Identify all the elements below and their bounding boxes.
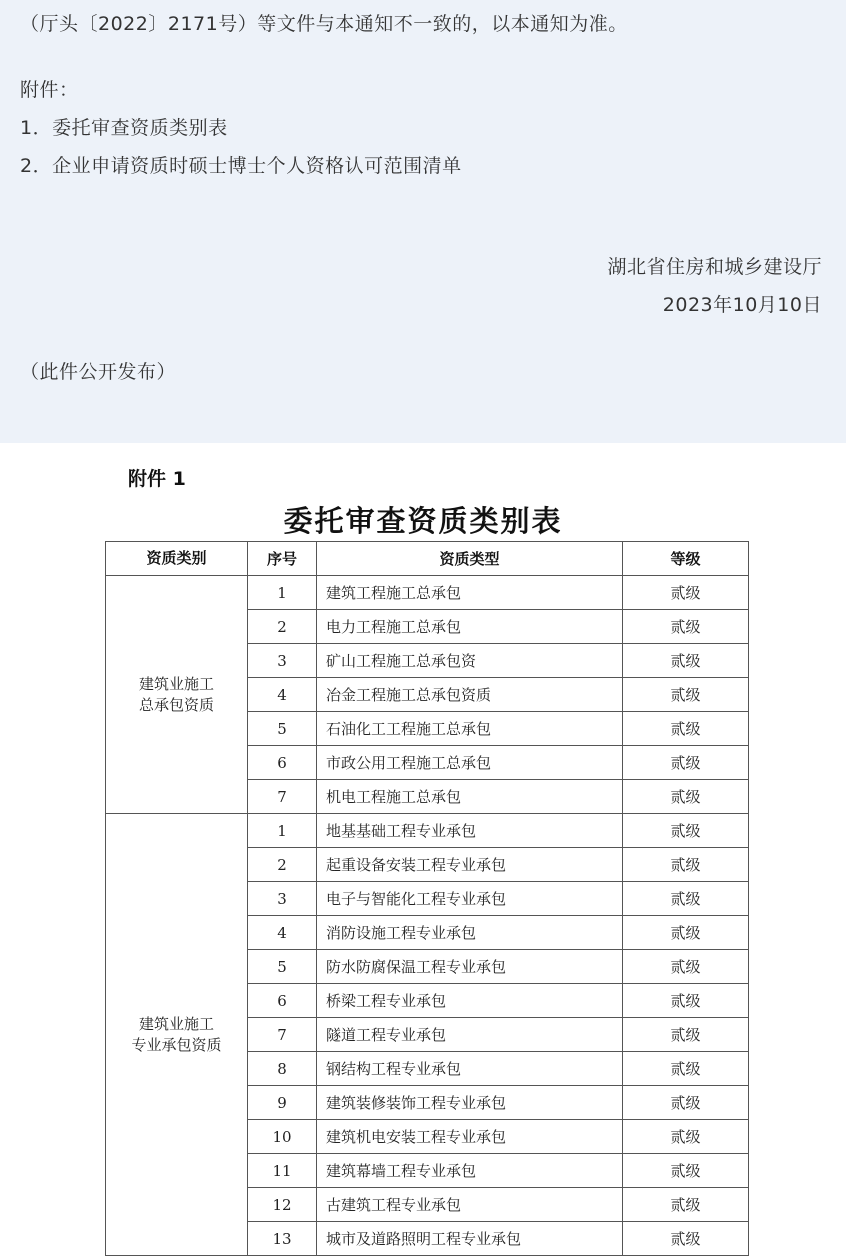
type-cell: 隧道工程专业承包 [317,1018,623,1052]
number-cell: 9 [248,1086,317,1120]
type-cell: 建筑幕墙工程专业承包 [317,1154,623,1188]
grade-cell: 贰级 [623,950,749,984]
grade-cell: 贰级 [623,712,749,746]
table-row [106,576,749,610]
notice-text-panel [0,0,846,443]
type-cell: 建筑机电安装工程专业承包 [317,1120,623,1154]
type-cell: 机电工程施工总承包 [317,780,623,814]
grade-cell: 贰级 [623,984,749,1018]
number-cell: 11 [248,1154,317,1188]
type-cell: 起重设备安装工程专业承包 [317,848,623,882]
table-header-row [106,542,749,576]
number-cell: 3 [248,644,317,678]
number-cell: 4 [248,678,317,712]
type-cell: 石油化工工程施工总承包 [317,712,623,746]
category-line-2: 专业承包资质 [131,1035,222,1054]
number-cell: 7 [248,1018,317,1052]
number-cell: 5 [248,950,317,984]
number-cell: 10 [248,1120,317,1154]
grade-cell: 贰级 [623,882,749,916]
number-cell: 2 [248,610,317,644]
type-cell: 矿山工程施工总承包资 [317,644,623,678]
grade-cell: 贰级 [623,1120,749,1154]
number-cell: 3 [248,882,317,916]
number-cell: 2 [248,848,317,882]
type-cell: 古建筑工程专业承包 [317,1188,623,1222]
grade-cell: 贰级 [623,1222,749,1256]
number-cell: 1 [248,814,317,848]
number-cell: 5 [248,712,317,746]
type-cell: 建筑工程施工总承包 [317,576,623,610]
type-cell: 防水防腐保温工程专业承包 [317,950,623,984]
grade-cell: 贰级 [623,1052,749,1086]
attachment-item-2: 2．企业申请资质时硕士博士个人资格认可范围清单 [20,155,462,177]
publish-note: （此件公开发布） [20,361,177,383]
document-title: 委托审查资质类别表 [283,504,563,538]
attachment-label: 附件 1 [128,468,186,490]
number-cell: 1 [248,576,317,610]
issuer-name: 湖北省住房和城乡建设厅 [607,256,822,278]
number-cell: 4 [248,916,317,950]
type-cell: 市政公用工程施工总承包 [317,746,623,780]
number-cell: 7 [248,780,317,814]
grade-cell: 贰级 [623,610,749,644]
notice-paragraph-end: （厅头〔2022〕2171号）等文件与本通知不一致的，以本通知为准。 [20,13,628,35]
header-type: 资质类型 [317,542,623,576]
category-line-1: 建筑业施工 [138,674,214,693]
attachments-heading: 附件： [20,79,79,101]
table-row [106,814,749,848]
number-cell: 13 [248,1222,317,1256]
grade-cell: 贰级 [623,678,749,712]
category-cell [106,576,248,814]
header-number: 序号 [248,542,317,576]
grade-cell: 贰级 [623,848,749,882]
type-cell: 钢结构工程专业承包 [317,1052,623,1086]
grade-cell: 贰级 [623,1018,749,1052]
type-cell: 城市及道路照明工程专业承包 [317,1222,623,1256]
number-cell: 8 [248,1052,317,1086]
grade-cell: 贰级 [623,916,749,950]
type-cell: 地基基础工程专业承包 [317,814,623,848]
type-cell: 消防设施工程专业承包 [317,916,623,950]
qualification-table [105,541,749,1256]
grade-cell: 贰级 [623,780,749,814]
grade-cell: 贰级 [623,1188,749,1222]
number-cell: 12 [248,1188,317,1222]
header-category: 资质类别 [106,542,248,576]
grade-cell: 贰级 [623,576,749,610]
category-cell [106,814,248,1256]
type-cell: 桥梁工程专业承包 [317,984,623,1018]
number-cell: 6 [248,984,317,1018]
number-cell: 6 [248,746,317,780]
type-cell: 建筑装修装饰工程专业承包 [317,1086,623,1120]
grade-cell: 贰级 [623,746,749,780]
issue-date: 2023年10月10日 [662,294,822,316]
category-line-1: 建筑业施工 [138,1014,214,1033]
type-cell: 冶金工程施工总承包资质 [317,678,623,712]
header-grade: 等级 [623,542,749,576]
grade-cell: 贰级 [623,1086,749,1120]
grade-cell: 贰级 [623,644,749,678]
grade-cell: 贰级 [623,814,749,848]
category-line-2: 总承包资质 [138,695,214,714]
grade-cell: 贰级 [623,1154,749,1188]
type-cell: 电子与智能化工程专业承包 [317,882,623,916]
type-cell: 电力工程施工总承包 [317,610,623,644]
attachment-document-image [0,443,846,1257]
attachment-item-1: 1．委托审查资质类别表 [20,117,228,139]
